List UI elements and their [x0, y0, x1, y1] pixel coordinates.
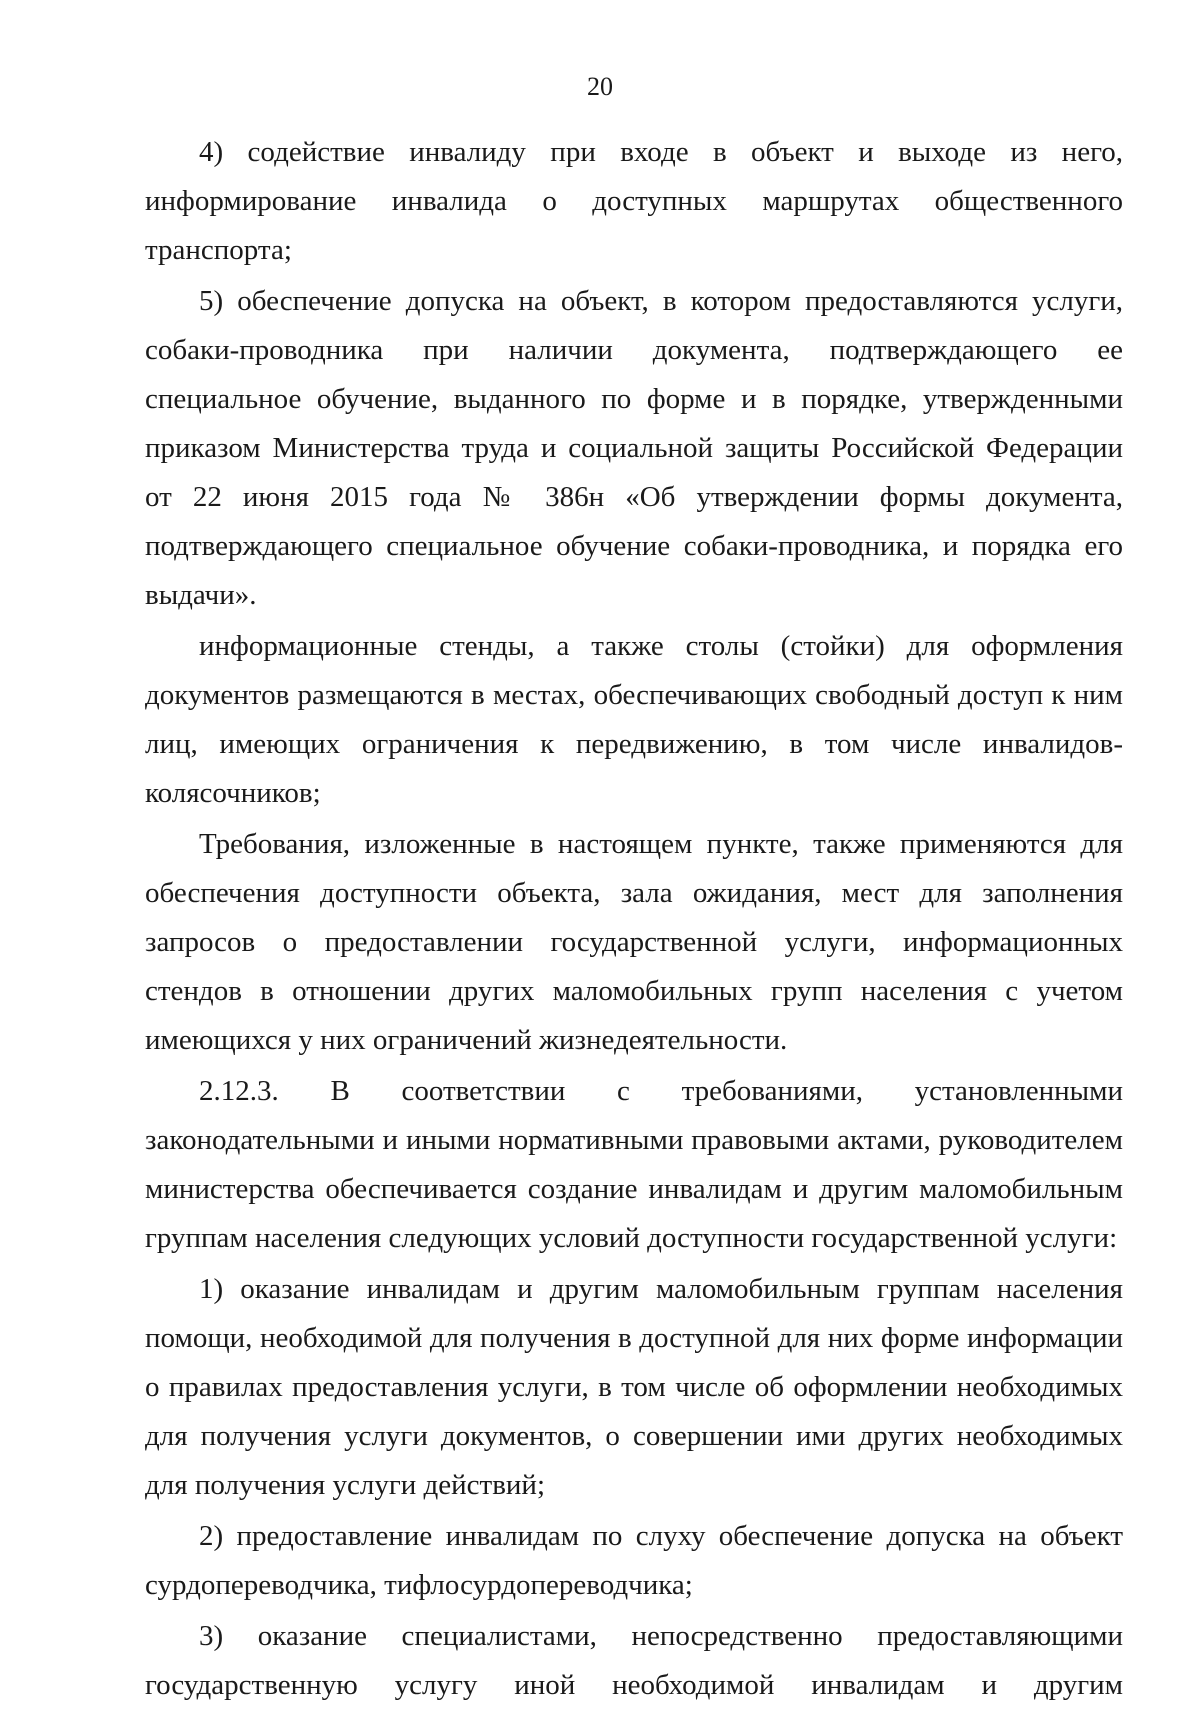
paragraph-requirements: Требования, изложенные в настоящем пункте, также применяются для обеспечения доступности объекта, зала ожидания, мест для заполнения запросов о предоставлении государственной услуги, информационных стендов в отношении других маломобильных групп населения с учетом имеющихся у них ограничений жизнедеятельности.: [145, 828, 1123, 1056]
paragraph-condition-2: 2) предоставление инвалидам по слуху обеспечение допуска на объект сурдопереводчика, тифлосурдопереводчика;: [145, 1520, 1123, 1601]
paragraph-condition-1: 1) оказание инвалидам и другим маломобильным группам населения помощи, необходимой для получения в доступной для них форме информации о правилах предоставления услуги, в том числе об оформлении необходимых для получения услуги документов, о совершении ими других необходимых для получения услуги действий;: [145, 1273, 1123, 1501]
paragraph-item-5: 5) обеспечение допуска на объект, в котором предоставляются услуги, собаки-проводника при наличии документа, подтверждающего ее специальное обучение, выданного по форме и в порядке, утвержденными приказом Министерства труда и социальной защиты Российской Федерации от 22 июня 2015 года № 386н «Об утверждении формы документа, подтверждающего специальное обучение собаки-проводника, и порядка его выдачи».: [145, 285, 1123, 611]
paragraph-item-4: 4) содействие инвалиду при входе в объект и выходе из него, информирование инвалида о доступных маршрутах общественного транспорта;: [145, 136, 1123, 266]
paragraph-section-2-12-3: 2.12.3. В соответствии с требованиями, установленными законодательными и иными нормативными правовыми актами, руководителем министерства обеспечивается создание инвалидам и другим маломобильным группам населения следующих условий доступности государственной услуги:: [145, 1075, 1123, 1254]
page-number: 20: [587, 72, 613, 101]
paragraph-condition-3: 3) оказание специалистами, непосредственно предоставляющими государственную услугу иной необходимой инвалидам и другим: [145, 1620, 1123, 1701]
paragraph-info-stands: информационные стенды, а также столы (стойки) для оформления документов размещаются в местах, обеспечивающих свободный доступ к ним лиц, имеющих ограничения к передвижению, в том числе инвалидов-колясочников;: [145, 630, 1123, 809]
document-body: [145, 128, 1123, 1712]
